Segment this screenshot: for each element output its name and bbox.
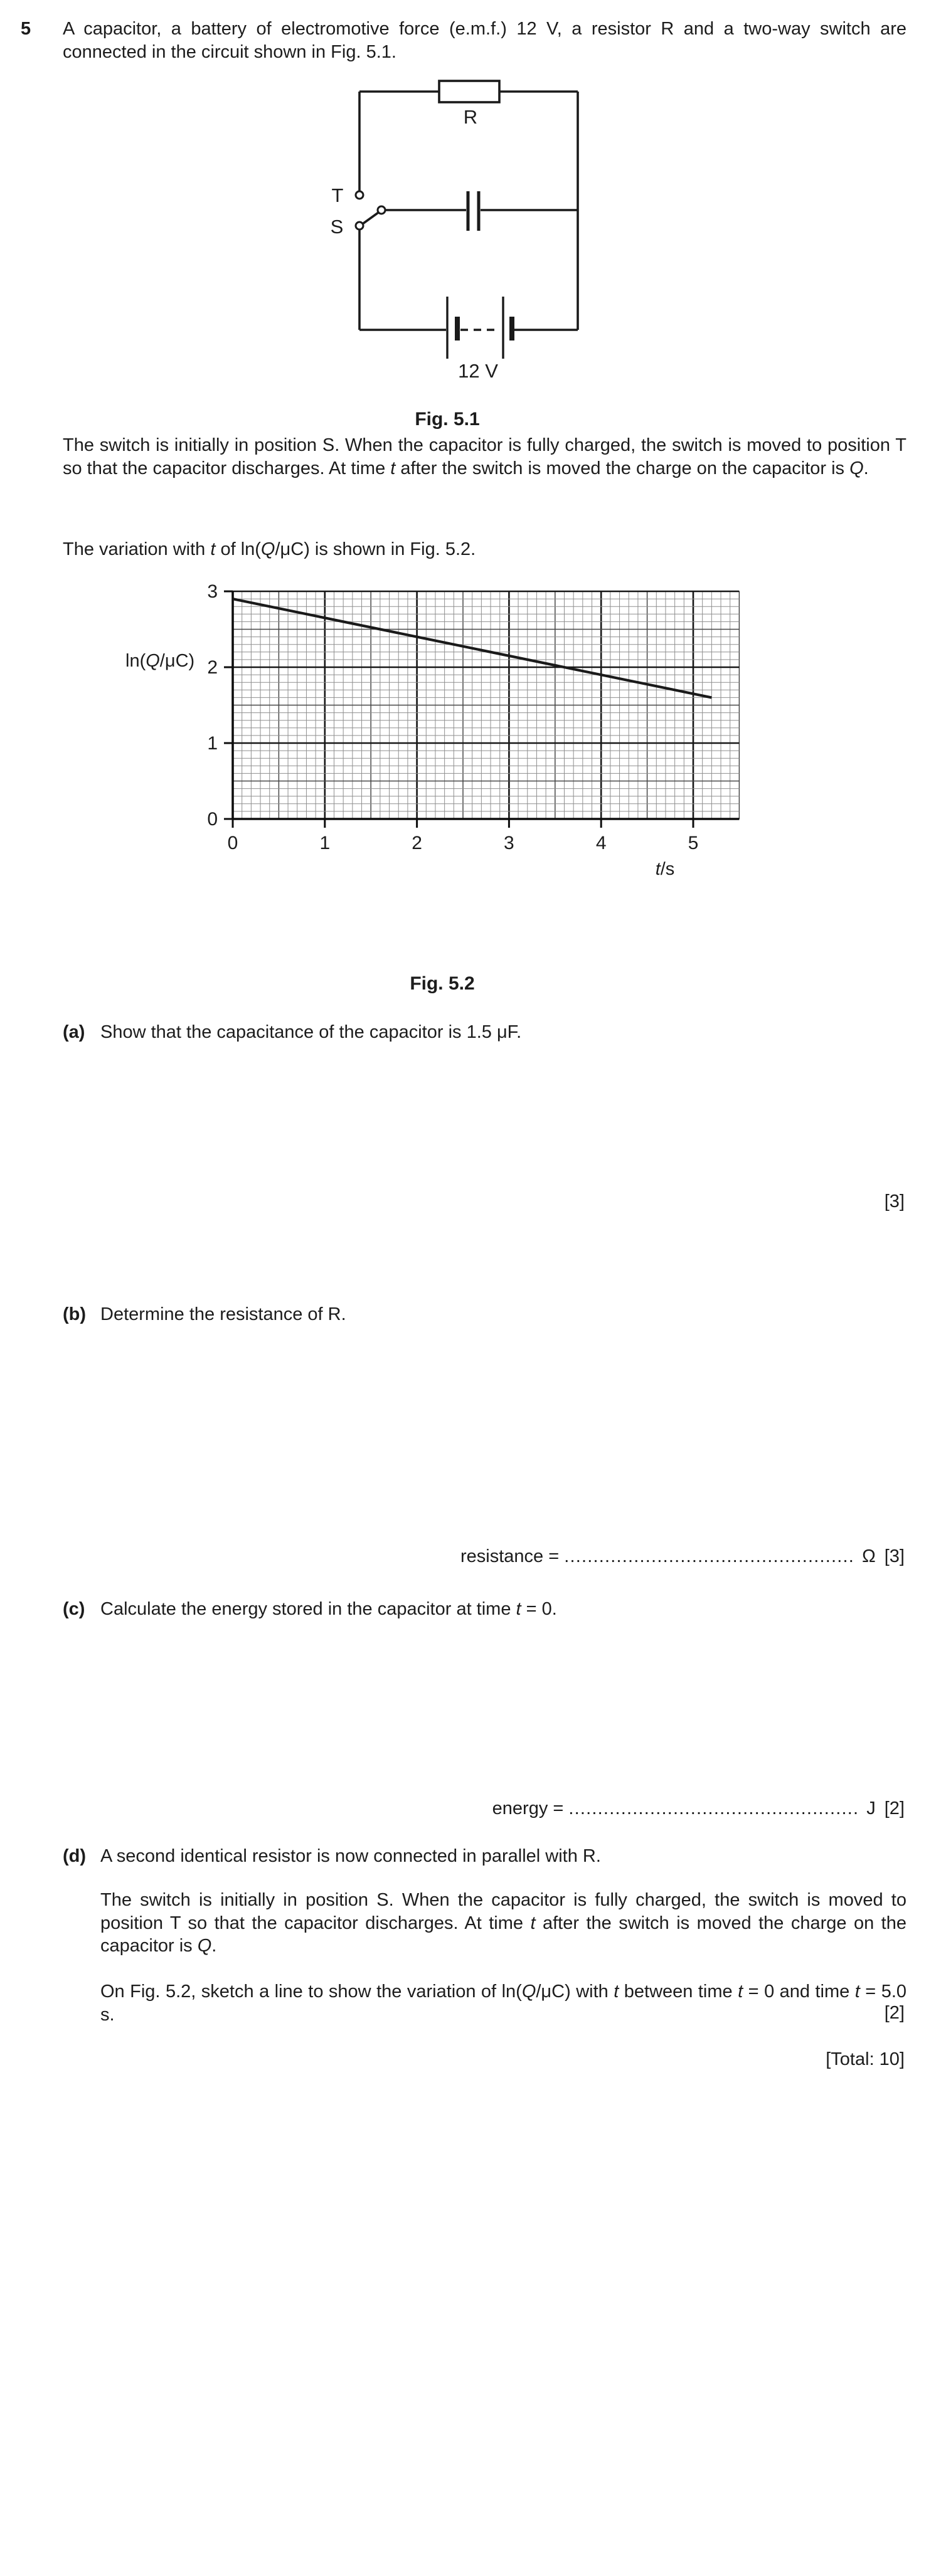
part-c-mark: [2] bbox=[884, 1798, 905, 1819]
battery-label: 12 V bbox=[458, 360, 498, 382]
part-b-label: (b) bbox=[63, 1304, 87, 1324]
text-segment: after the switch is moved the charge on the capacitor is bbox=[395, 458, 850, 478]
text-segment: A second identical resistor is now connected in parallel with R. bbox=[100, 1846, 601, 1866]
question-number: 5 bbox=[21, 19, 31, 39]
text-segment: t bbox=[738, 1982, 743, 2002]
text-segment: Q bbox=[146, 651, 160, 671]
text-segment: /μC) bbox=[159, 651, 195, 671]
part-a-label: (a) bbox=[63, 1022, 85, 1042]
y-tick-label: 3 bbox=[207, 581, 218, 602]
question-intro bbox=[63, 18, 906, 63]
text-segment: of ln( bbox=[215, 539, 261, 559]
x-tick-label: 4 bbox=[595, 833, 607, 853]
para-variation bbox=[63, 538, 906, 561]
part-d-label: (d) bbox=[63, 1846, 87, 1866]
fig1-caption: Fig. 5.1 bbox=[415, 409, 480, 430]
text-segment: ln( bbox=[125, 651, 146, 671]
energy-answer-unit: J bbox=[866, 1798, 876, 1819]
text-segment: Q bbox=[197, 1936, 212, 1956]
graph-ylabel bbox=[125, 650, 194, 673]
discharge-graph bbox=[119, 564, 765, 890]
energy-answer-label: energy = bbox=[492, 1798, 569, 1819]
fig2-caption: Fig. 5.2 bbox=[410, 973, 475, 994]
circuit-diagram bbox=[314, 63, 609, 414]
resistor-symbol bbox=[439, 81, 499, 102]
text-segment: = 5.0 s. bbox=[100, 1982, 907, 2025]
text-segment: . bbox=[863, 458, 869, 478]
text-segment: /μC) is shown in Fig. 5.2. bbox=[275, 539, 476, 559]
part-d-para bbox=[100, 1889, 906, 1958]
y-tick-label: 1 bbox=[207, 733, 218, 754]
x-tick-label: 1 bbox=[319, 833, 331, 853]
text-segment: A capacitor, a battery of electromotive force (e.m.f.) 12 V, a resistor R and a two-way switch are connected in the circuit shown in Fig. 5.1. bbox=[63, 19, 906, 62]
energy-answer-line bbox=[492, 1798, 905, 1819]
text-segment: between time bbox=[619, 1982, 738, 2002]
text-segment: = 0 and time bbox=[743, 1982, 855, 2002]
terminal-t-label: T bbox=[331, 184, 344, 206]
text-segment: /μC) with bbox=[536, 1982, 614, 2002]
resistance-answer-unit: Ω bbox=[862, 1546, 876, 1566]
graph-xlabel bbox=[627, 858, 703, 881]
text-segment: On Fig. 5.2, sketch a line to show the variation of ln( bbox=[100, 1982, 522, 2002]
y-tick-label: 2 bbox=[207, 657, 218, 678]
text-segment: Q bbox=[260, 539, 275, 559]
text-segment: . bbox=[211, 1936, 217, 1956]
resistance-answer-dots: .................................................. bbox=[564, 1546, 855, 1566]
x-tick-label: 3 bbox=[504, 833, 514, 853]
text-segment: The switch is initially in position S. When the capacitor is fully charged, the switch is moved to position T so that the capacitor discharges. At time bbox=[63, 435, 906, 478]
part-c-label: (c) bbox=[63, 1599, 85, 1619]
text-segment: Determine the resistance of R. bbox=[100, 1304, 346, 1324]
part-b-mark: [3] bbox=[884, 1546, 905, 1566]
text-segment: = 0. bbox=[521, 1599, 557, 1619]
part-a-text bbox=[100, 1021, 906, 1044]
x-tick-label: 2 bbox=[412, 833, 422, 853]
terminal-s-node bbox=[356, 222, 363, 230]
text-segment: t bbox=[655, 859, 661, 879]
x-tick-label: 0 bbox=[227, 833, 238, 853]
part-c-text bbox=[100, 1598, 906, 1621]
y-tick-label: 0 bbox=[207, 809, 218, 830]
part-a-mark: [3] bbox=[884, 1191, 905, 1211]
text-segment: t bbox=[516, 1599, 521, 1619]
text-segment: t bbox=[614, 1982, 619, 2002]
switch-pivot-node bbox=[378, 206, 385, 214]
text-segment: Q bbox=[521, 1982, 536, 2002]
switch-arm bbox=[363, 213, 378, 224]
terminal-s-label: S bbox=[330, 216, 344, 238]
text-segment: /s bbox=[660, 859, 675, 879]
text-segment: Calculate the energy stored in the capacitor at time bbox=[100, 1599, 516, 1619]
text-segment: after the switch is moved the charge on the capacitor is bbox=[100, 1913, 906, 1956]
total-marks: [Total: 10] bbox=[826, 2049, 905, 2069]
para-switch bbox=[63, 434, 906, 480]
text-segment: t bbox=[210, 539, 216, 559]
part-d-mark: [2] bbox=[884, 2003, 905, 2023]
energy-answer-dots: .................................................. bbox=[568, 1798, 859, 1819]
resistance-answer-line bbox=[460, 1546, 905, 1567]
text-segment: The variation with bbox=[63, 539, 211, 559]
text-segment: The switch is initially in position S. When the capacitor is fully charged, the switch is moved to position T so that the capacitor discharges. At time bbox=[100, 1890, 906, 1933]
text-segment: t bbox=[390, 458, 396, 478]
text-segment: Q bbox=[849, 458, 864, 478]
resistor-label: R bbox=[463, 106, 478, 128]
part-b-text bbox=[100, 1303, 906, 1326]
text-segment: Show that the capacitance of the capacitor is 1.5 μF. bbox=[100, 1022, 522, 1042]
part-d-text bbox=[100, 1845, 906, 1868]
part-d-sketch-text bbox=[100, 1980, 906, 2026]
resistance-answer-label: resistance = bbox=[460, 1546, 565, 1566]
text-segment: t bbox=[854, 1982, 860, 2002]
terminal-t-node bbox=[356, 191, 363, 199]
x-tick-label: 5 bbox=[688, 833, 699, 853]
text-segment: t bbox=[530, 1913, 536, 1933]
